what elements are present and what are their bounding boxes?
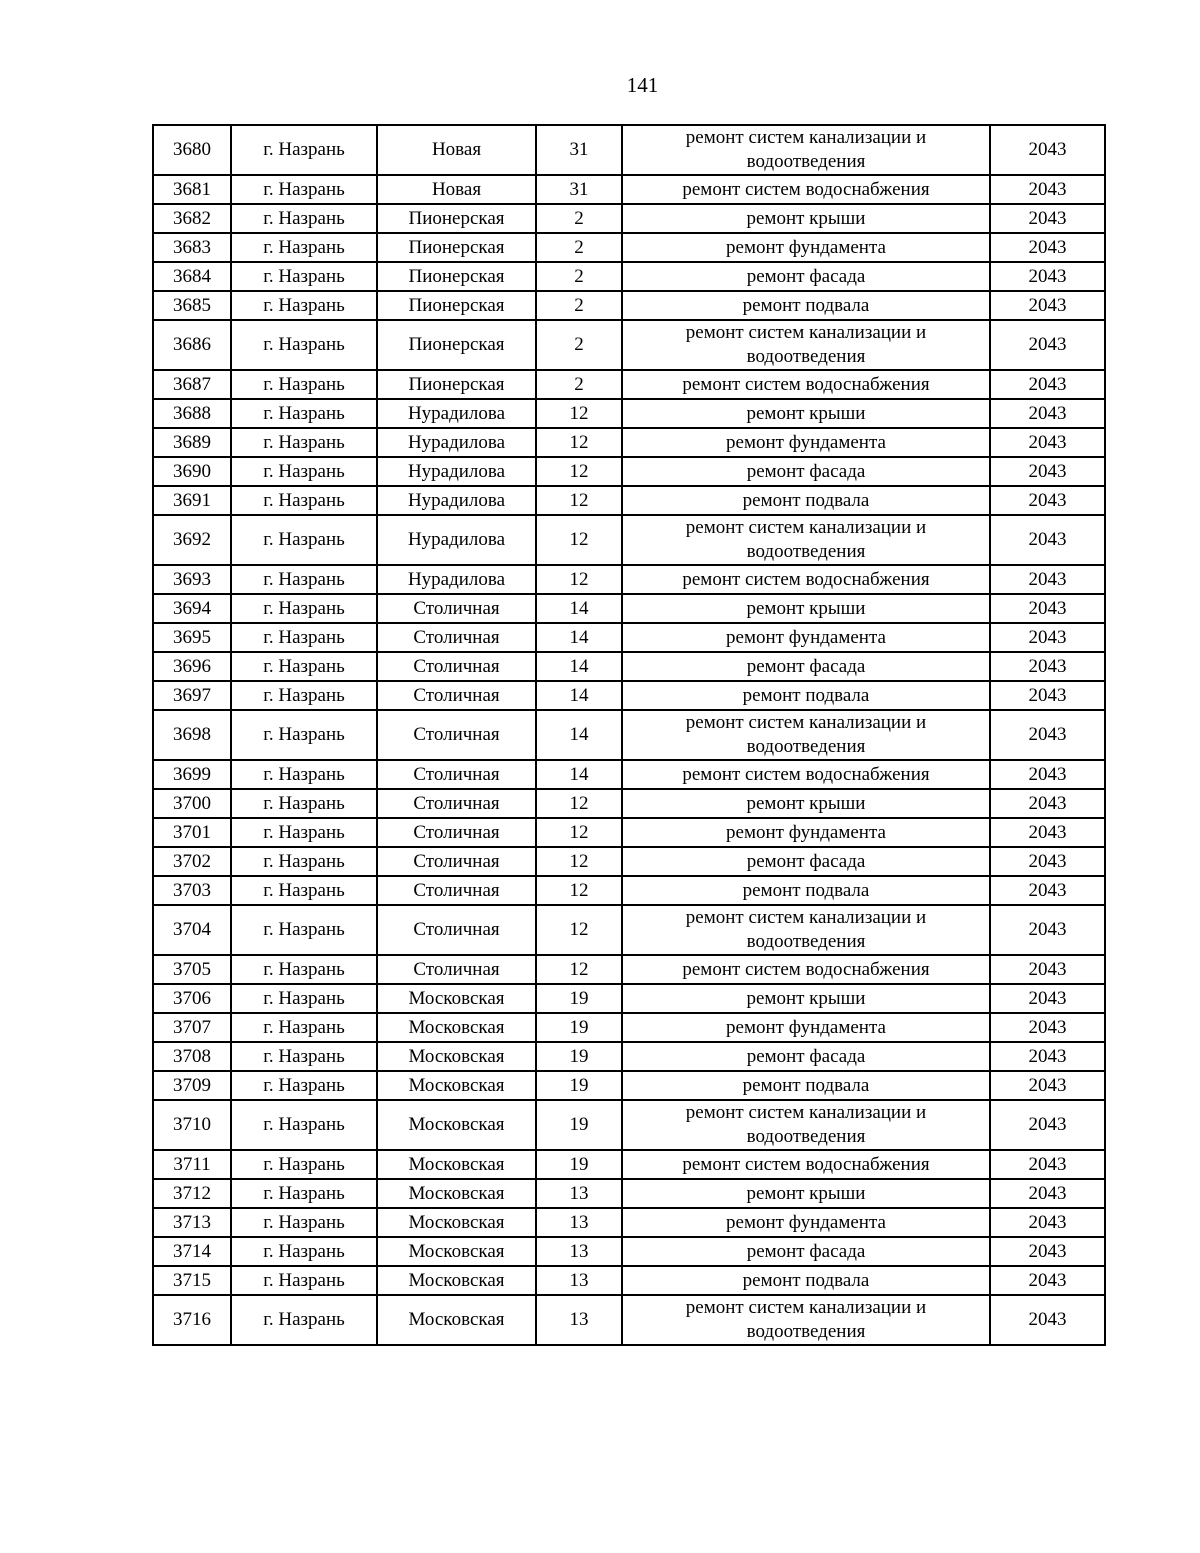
cell-year: 2043	[990, 847, 1105, 876]
cell-street: Нурадилова	[377, 399, 536, 428]
cell-house: 12	[536, 818, 622, 847]
cell-number: 3714	[153, 1237, 231, 1266]
table-row	[153, 905, 1105, 955]
cell-street: Нурадилова	[377, 428, 536, 457]
table-row	[153, 399, 1105, 428]
cell-year: 2043	[990, 1013, 1105, 1042]
cell-work-type: ремонт систем канализации и водоотведения	[622, 710, 990, 760]
table-row	[153, 955, 1105, 984]
table-row	[153, 710, 1105, 760]
cell-house: 12	[536, 515, 622, 565]
cell-work-type: ремонт крыши	[622, 204, 990, 233]
table-row	[153, 652, 1105, 681]
cell-year: 2043	[990, 320, 1105, 370]
cell-city: г. Назрань	[231, 320, 377, 370]
cell-number: 3690	[153, 457, 231, 486]
cell-city: г. Назрань	[231, 847, 377, 876]
cell-work-type: ремонт систем водоснабжения	[622, 760, 990, 789]
cell-work-type: ремонт подвала	[622, 876, 990, 905]
cell-city: г. Назрань	[231, 681, 377, 710]
cell-number: 3683	[153, 233, 231, 262]
cell-year: 2043	[990, 233, 1105, 262]
cell-house: 12	[536, 789, 622, 818]
cell-number: 3716	[153, 1295, 231, 1345]
cell-year: 2043	[990, 876, 1105, 905]
cell-number: 3701	[153, 818, 231, 847]
cell-city: г. Назрань	[231, 789, 377, 818]
cell-work-type: ремонт фасада	[622, 1237, 990, 1266]
cell-number: 3694	[153, 594, 231, 623]
cell-house: 13	[536, 1266, 622, 1295]
cell-street: Столичная	[377, 818, 536, 847]
cell-house: 19	[536, 1150, 622, 1179]
cell-house: 31	[536, 125, 622, 175]
cell-work-type: ремонт фундамента	[622, 818, 990, 847]
cell-work-type: ремонт подвала	[622, 681, 990, 710]
cell-number: 3708	[153, 1042, 231, 1071]
cell-year: 2043	[990, 1100, 1105, 1150]
cell-number: 3703	[153, 876, 231, 905]
cell-street: Новая	[377, 175, 536, 204]
cell-city: г. Назрань	[231, 710, 377, 760]
cell-city: г. Назрань	[231, 370, 377, 399]
cell-street: Столичная	[377, 710, 536, 760]
cell-year: 2043	[990, 955, 1105, 984]
cell-city: г. Назрань	[231, 175, 377, 204]
cell-house: 12	[536, 876, 622, 905]
cell-city: г. Назрань	[231, 515, 377, 565]
cell-street: Столичная	[377, 652, 536, 681]
cell-number: 3692	[153, 515, 231, 565]
cell-year: 2043	[990, 125, 1105, 175]
cell-house: 14	[536, 681, 622, 710]
cell-house: 2	[536, 262, 622, 291]
cell-house: 2	[536, 233, 622, 262]
cell-work-type: ремонт систем водоснабжения	[622, 955, 990, 984]
cell-city: г. Назрань	[231, 399, 377, 428]
table-row	[153, 428, 1105, 457]
cell-house: 19	[536, 1071, 622, 1100]
cell-work-type: ремонт систем водоснабжения	[622, 1150, 990, 1179]
cell-number: 3705	[153, 955, 231, 984]
page-number: 141	[626, 73, 659, 97]
cell-year: 2043	[990, 623, 1105, 652]
cell-number: 3697	[153, 681, 231, 710]
cell-city: г. Назрань	[231, 760, 377, 789]
cell-house: 19	[536, 984, 622, 1013]
table-row	[153, 1100, 1105, 1150]
cell-house: 12	[536, 399, 622, 428]
cell-work-type: ремонт фундамента	[622, 428, 990, 457]
cell-street: Московская	[377, 1179, 536, 1208]
cell-street: Московская	[377, 1237, 536, 1266]
table-row	[153, 457, 1105, 486]
cell-city: г. Назрань	[231, 1266, 377, 1295]
cell-year: 2043	[990, 262, 1105, 291]
cell-house: 19	[536, 1100, 622, 1150]
cell-work-type: ремонт фасада	[622, 1042, 990, 1071]
cell-year: 2043	[990, 1042, 1105, 1071]
cell-street: Московская	[377, 1071, 536, 1100]
cell-year: 2043	[990, 486, 1105, 515]
table-row	[153, 565, 1105, 594]
cell-year: 2043	[990, 1179, 1105, 1208]
cell-number: 3707	[153, 1013, 231, 1042]
cell-number: 3704	[153, 905, 231, 955]
cell-work-type: ремонт систем канализации и водоотведения	[622, 1295, 990, 1345]
cell-street: Нурадилова	[377, 457, 536, 486]
cell-street: Московская	[377, 1150, 536, 1179]
table-row	[153, 1295, 1105, 1345]
cell-number: 3687	[153, 370, 231, 399]
cell-work-type: ремонт фундамента	[622, 1013, 990, 1042]
cell-house: 13	[536, 1295, 622, 1345]
cell-work-type: ремонт фасада	[622, 262, 990, 291]
cell-city: г. Назрань	[231, 955, 377, 984]
cell-street: Столичная	[377, 594, 536, 623]
cell-number: 3680	[153, 125, 231, 175]
cell-work-type: ремонт фундамента	[622, 623, 990, 652]
cell-street: Столичная	[377, 623, 536, 652]
cell-number: 3710	[153, 1100, 231, 1150]
cell-year: 2043	[990, 428, 1105, 457]
table-row	[153, 320, 1105, 370]
cell-street: Пионерская	[377, 204, 536, 233]
cell-city: г. Назрань	[231, 125, 377, 175]
cell-work-type: ремонт подвала	[622, 486, 990, 515]
cell-number: 3712	[153, 1179, 231, 1208]
cell-street: Столичная	[377, 905, 536, 955]
cell-city: г. Назрань	[231, 233, 377, 262]
cell-street: Нурадилова	[377, 486, 536, 515]
table-row	[153, 847, 1105, 876]
cell-work-type: ремонт фасада	[622, 847, 990, 876]
cell-street: Пионерская	[377, 233, 536, 262]
cell-street: Столичная	[377, 760, 536, 789]
cell-street: Столичная	[377, 789, 536, 818]
table-row	[153, 1071, 1105, 1100]
cell-house: 14	[536, 760, 622, 789]
table-row	[153, 370, 1105, 399]
table-row	[153, 175, 1105, 204]
cell-year: 2043	[990, 565, 1105, 594]
cell-number: 3713	[153, 1208, 231, 1237]
cell-work-type: ремонт систем водоснабжения	[622, 370, 990, 399]
cell-street: Пионерская	[377, 291, 536, 320]
cell-year: 2043	[990, 652, 1105, 681]
cell-number: 3684	[153, 262, 231, 291]
table-row	[153, 681, 1105, 710]
cell-street: Столичная	[377, 681, 536, 710]
cell-city: г. Назрань	[231, 905, 377, 955]
cell-year: 2043	[990, 789, 1105, 818]
cell-number: 3698	[153, 710, 231, 760]
table-row	[153, 1013, 1105, 1042]
cell-work-type: ремонт систем водоснабжения	[622, 175, 990, 204]
cell-work-type: ремонт фундамента	[622, 233, 990, 262]
cell-city: г. Назрань	[231, 1013, 377, 1042]
cell-work-type: ремонт крыши	[622, 399, 990, 428]
cell-number: 3686	[153, 320, 231, 370]
cell-city: г. Назрань	[231, 204, 377, 233]
cell-work-type: ремонт подвала	[622, 291, 990, 320]
cell-house: 14	[536, 652, 622, 681]
table-row	[153, 1208, 1105, 1237]
cell-house: 14	[536, 623, 622, 652]
cell-number: 3706	[153, 984, 231, 1013]
cell-street: Московская	[377, 1208, 536, 1237]
cell-work-type: ремонт фасада	[622, 457, 990, 486]
cell-city: г. Назрань	[231, 818, 377, 847]
cell-house: 2	[536, 370, 622, 399]
cell-number: 3699	[153, 760, 231, 789]
cell-number: 3700	[153, 789, 231, 818]
cell-city: г. Назрань	[231, 984, 377, 1013]
cell-house: 12	[536, 905, 622, 955]
cell-house: 13	[536, 1237, 622, 1266]
cell-house: 12	[536, 457, 622, 486]
cell-year: 2043	[990, 370, 1105, 399]
cell-number: 3709	[153, 1071, 231, 1100]
cell-work-type: ремонт систем канализации и водоотведения	[622, 320, 990, 370]
cell-work-type: ремонт подвала	[622, 1071, 990, 1100]
cell-street: Московская	[377, 1295, 536, 1345]
cell-city: г. Назрань	[231, 652, 377, 681]
cell-work-type: ремонт подвала	[622, 1266, 990, 1295]
cell-year: 2043	[990, 457, 1105, 486]
cell-city: г. Назрань	[231, 486, 377, 515]
cell-year: 2043	[990, 204, 1105, 233]
cell-number: 3693	[153, 565, 231, 594]
works-table	[152, 124, 1106, 1346]
cell-number: 3682	[153, 204, 231, 233]
cell-year: 2043	[990, 1295, 1105, 1345]
cell-year: 2043	[990, 291, 1105, 320]
table-row	[153, 818, 1105, 847]
cell-year: 2043	[990, 515, 1105, 565]
table-row	[153, 233, 1105, 262]
cell-number: 3681	[153, 175, 231, 204]
cell-street: Столичная	[377, 847, 536, 876]
cell-city: г. Назрань	[231, 623, 377, 652]
table-row	[153, 125, 1105, 175]
cell-year: 2043	[990, 1266, 1105, 1295]
table-row	[153, 1150, 1105, 1179]
cell-house: 12	[536, 428, 622, 457]
table-body	[153, 125, 1105, 1345]
cell-work-type: ремонт крыши	[622, 789, 990, 818]
table-row	[153, 1179, 1105, 1208]
table-row	[153, 1237, 1105, 1266]
cell-city: г. Назрань	[231, 291, 377, 320]
cell-year: 2043	[990, 594, 1105, 623]
cell-house: 12	[536, 847, 622, 876]
cell-city: г. Назрань	[231, 1100, 377, 1150]
cell-year: 2043	[990, 1150, 1105, 1179]
cell-city: г. Назрань	[231, 1071, 377, 1100]
cell-year: 2043	[990, 1237, 1105, 1266]
cell-house: 2	[536, 291, 622, 320]
cell-year: 2043	[990, 760, 1105, 789]
table-row	[153, 1266, 1105, 1295]
cell-street: Пионерская	[377, 370, 536, 399]
cell-number: 3689	[153, 428, 231, 457]
cell-year: 2043	[990, 710, 1105, 760]
cell-city: г. Назрань	[231, 565, 377, 594]
cell-year: 2043	[990, 984, 1105, 1013]
cell-year: 2043	[990, 1071, 1105, 1100]
cell-house: 14	[536, 710, 622, 760]
cell-house: 19	[536, 1013, 622, 1042]
table-row	[153, 262, 1105, 291]
cell-work-type: ремонт фундамента	[622, 1208, 990, 1237]
cell-city: г. Назрань	[231, 1208, 377, 1237]
cell-work-type: ремонт систем канализации и водоотведения	[622, 905, 990, 955]
cell-number: 3711	[153, 1150, 231, 1179]
table-row	[153, 594, 1105, 623]
cell-street: Нурадилова	[377, 515, 536, 565]
cell-city: г. Назрань	[231, 428, 377, 457]
cell-city: г. Назрань	[231, 1150, 377, 1179]
cell-house: 2	[536, 204, 622, 233]
cell-house: 12	[536, 486, 622, 515]
cell-street: Пионерская	[377, 320, 536, 370]
cell-work-type: ремонт крыши	[622, 594, 990, 623]
cell-house: 13	[536, 1179, 622, 1208]
table-row	[153, 291, 1105, 320]
table-row	[153, 515, 1105, 565]
cell-year: 2043	[990, 681, 1105, 710]
table-row	[153, 876, 1105, 905]
cell-street: Московская	[377, 984, 536, 1013]
cell-house: 12	[536, 955, 622, 984]
cell-street: Новая	[377, 125, 536, 175]
table-row	[153, 984, 1105, 1013]
cell-street: Московская	[377, 1042, 536, 1071]
cell-year: 2043	[990, 1208, 1105, 1237]
cell-city: г. Назрань	[231, 594, 377, 623]
cell-house: 19	[536, 1042, 622, 1071]
cell-number: 3702	[153, 847, 231, 876]
cell-city: г. Назрань	[231, 876, 377, 905]
cell-number: 3685	[153, 291, 231, 320]
cell-number: 3688	[153, 399, 231, 428]
cell-number: 3691	[153, 486, 231, 515]
cell-city: г. Назрань	[231, 262, 377, 291]
table-row	[153, 789, 1105, 818]
cell-work-type: ремонт систем канализации и водоотведения	[622, 1100, 990, 1150]
table-row	[153, 204, 1105, 233]
cell-house: 31	[536, 175, 622, 204]
cell-work-type: ремонт систем водоснабжения	[622, 565, 990, 594]
table-row	[153, 486, 1105, 515]
table-row	[153, 760, 1105, 789]
cell-house: 14	[536, 594, 622, 623]
cell-number: 3715	[153, 1266, 231, 1295]
cell-street: Нурадилова	[377, 565, 536, 594]
cell-street: Московская	[377, 1266, 536, 1295]
cell-city: г. Назрань	[231, 1179, 377, 1208]
table-row	[153, 1042, 1105, 1071]
cell-city: г. Назрань	[231, 457, 377, 486]
cell-house: 13	[536, 1208, 622, 1237]
cell-street: Московская	[377, 1013, 536, 1042]
cell-city: г. Назрань	[231, 1295, 377, 1345]
cell-year: 2043	[990, 399, 1105, 428]
cell-street: Столичная	[377, 955, 536, 984]
cell-work-type: ремонт крыши	[622, 1179, 990, 1208]
cell-work-type: ремонт фасада	[622, 652, 990, 681]
cell-work-type: ремонт систем канализации и водоотведения	[622, 125, 990, 175]
cell-year: 2043	[990, 175, 1105, 204]
cell-year: 2043	[990, 905, 1105, 955]
cell-city: г. Назрань	[231, 1237, 377, 1266]
cell-year: 2043	[990, 818, 1105, 847]
cell-street: Столичная	[377, 876, 536, 905]
cell-house: 12	[536, 565, 622, 594]
cell-city: г. Назрань	[231, 1042, 377, 1071]
cell-number: 3696	[153, 652, 231, 681]
cell-street: Московская	[377, 1100, 536, 1150]
cell-house: 2	[536, 320, 622, 370]
cell-number: 3695	[153, 623, 231, 652]
cell-work-type: ремонт крыши	[622, 984, 990, 1013]
cell-work-type: ремонт систем канализации и водоотведения	[622, 515, 990, 565]
table-row	[153, 623, 1105, 652]
cell-street: Пионерская	[377, 262, 536, 291]
